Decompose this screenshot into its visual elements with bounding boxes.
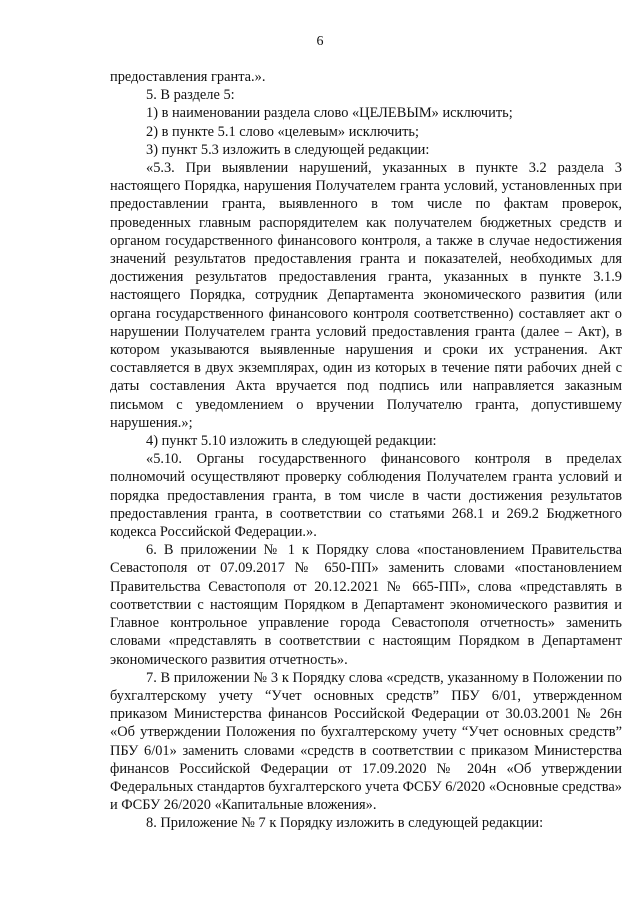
paragraph-item-4: 4) пункт 5.10 изложить в следующей редакции: [146, 433, 437, 450]
paragraph-grant-end: предоставления гранта.». [110, 69, 266, 85]
paragraph-item-6: 6. В приложении № 1 к Порядку слова «постановлением Правительства Севастополя от 07.09.2017 № 650-ПП» заменить словами «постановлением Правительства Севастополя от 20.12.2021 № 665-ПП», слова «представлять в соответствии с настоящим Порядком в Департамент экономического развития и Главное контрольное управление города Севастополя отчетность» заменить словами «представлять в соответствии с настоящим Порядком в Департамент экономического развития отчетность». [110, 542, 622, 668]
document-body [110, 68, 622, 833]
paragraph-clause-5-10: «5.10. Органы государственного финансового контроля в пределах полномочий осуществляют проверку соблюдения Получателем гранта условий и порядка предоставления гранта, в том числе в части достижения результатов предоставления гранта, в соответствии со статьями 268.1 и 269.2 Бюджетного кодекса Российской Федерации.». [110, 451, 622, 541]
paragraph-item-8: 8. Приложение № 7 к Порядку изложить в следующей редакции: [146, 815, 544, 832]
page-number: 6 [316, 34, 324, 49]
paragraph-clause-5-3: «5.3. При выявлении нарушений, указанных в пункте 3.2 раздела 3 настоящего Порядка, нарушения Получателем гранта условий, установленных при предоставлении гранта, выявленного в том числе по фактам проверок, проведенных главным распорядителем как получателем бюджетных средств и органом государственного финансового контроля, а также в случае недостижения значений результатов предоставления гранта и показателей, необходимых для достижения результатов предоставления гранта, указанных в пункте 3.1.9 настоящего Порядка, сотрудник Департамента экономического развития (или органа государственного финансового контроля соответственно) составляет акт о нарушении Получателем гранта условий предоставления гранта (далее – Акт), в котором указываются выявленные нарушения и сроки их устранения. Акт составляется в двух экземплярах, один из которых в течение пяти рабочих дней с даты составления Акта вручается под подпись или направляется заказным письмом с уведомлением о вручении Получателю гранта, допустившему нарушения.»; [110, 160, 622, 431]
paragraph-item-3: 3) пункт 5.3 изложить в следующей редакции: [146, 141, 430, 158]
paragraph-section-5: 5. В разделе 5: [146, 87, 235, 104]
paragraph-item-7: 7. В приложении № 3 к Порядку слова «средств, указанному в Положении по бухгалтерскому учету “Учет основных средств” ПБУ 6/01, утвержденном приказом Министерства финансов Российской Федерации от 30.03.2001 № 26н «Об утверждении Положения по бухгалтерскому учету “Учет основных средств” ПБУ 6/01» заменить словами «средств в соответствии с приказом Министерства финансов Российской Федерации от 17.09.2020 № 204н «Об утверждении Федеральных стандартов бухгалтерского учета ФСБУ 6/2020 «Основные средства» и ФСБУ 26/2020 «Капитальные вложения». [110, 669, 622, 814]
paragraph-item-2: 2) в пункте 5.1 слово «целевым» исключить; [146, 123, 419, 140]
paragraph-item-1: 1) в наименовании раздела слово «ЦЕЛЕВЫМ» исключить; [146, 105, 513, 122]
